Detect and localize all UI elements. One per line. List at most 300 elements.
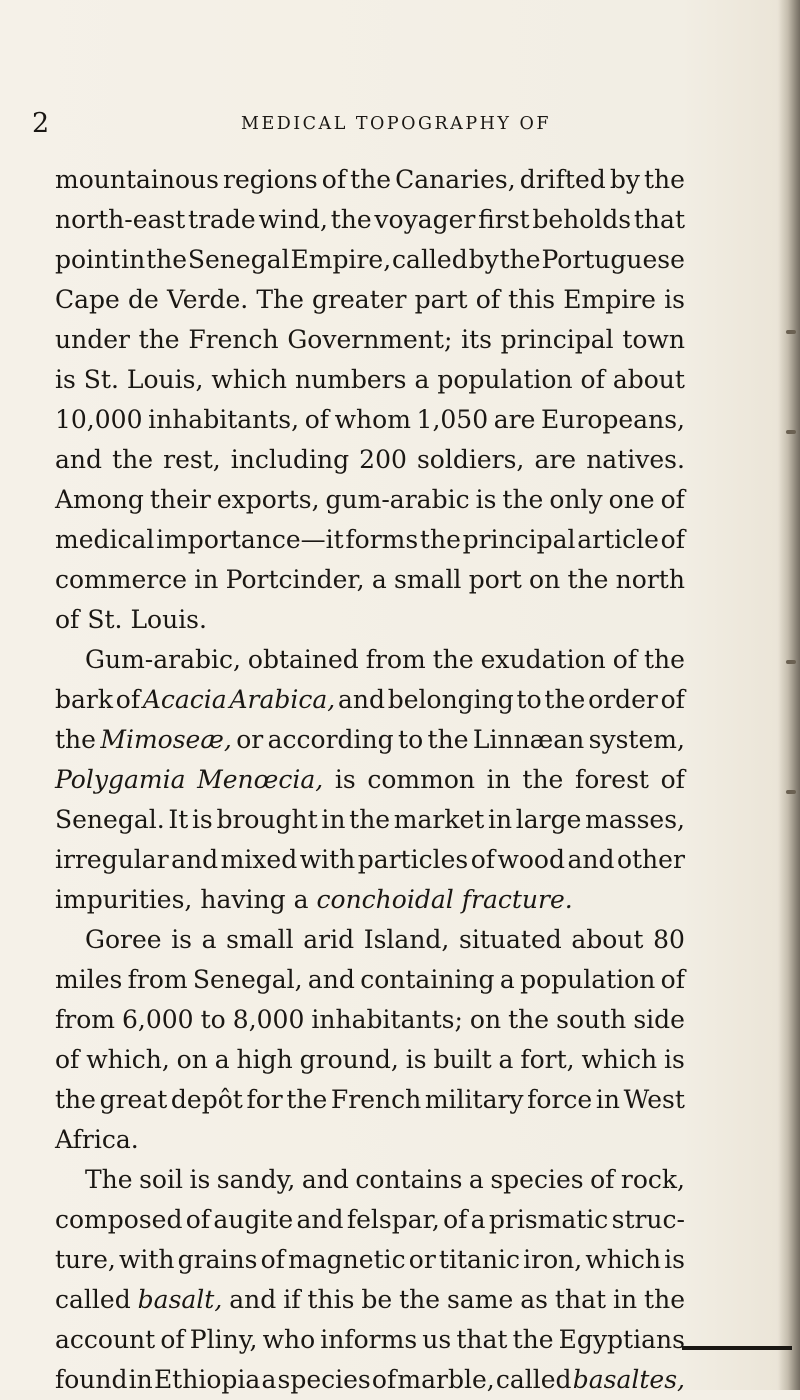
word: exudation bbox=[480, 645, 606, 674]
word: wood bbox=[497, 845, 565, 874]
word: augite bbox=[213, 1205, 294, 1234]
word: one bbox=[608, 485, 655, 514]
word: this bbox=[508, 285, 556, 314]
word: inhabitants, bbox=[148, 405, 300, 434]
text-line bbox=[55, 920, 685, 960]
word: Ethiopia bbox=[153, 1365, 261, 1394]
word: the bbox=[138, 325, 180, 354]
word: Government; bbox=[287, 325, 453, 354]
italic-word: Arabica, bbox=[229, 685, 336, 714]
text-line bbox=[55, 360, 685, 400]
word: Portuguese bbox=[541, 245, 685, 274]
word: the bbox=[502, 485, 544, 514]
word: their bbox=[149, 485, 211, 514]
word: market bbox=[393, 805, 485, 834]
word: in bbox=[488, 805, 513, 834]
word: depôt bbox=[170, 1085, 243, 1114]
word: is bbox=[55, 365, 76, 394]
word: from bbox=[127, 965, 188, 994]
word: a bbox=[498, 1045, 514, 1074]
word: the bbox=[286, 1085, 328, 1114]
word: which bbox=[581, 1045, 658, 1074]
word: forest bbox=[575, 765, 649, 794]
word: from bbox=[55, 1005, 115, 1034]
word: on bbox=[529, 565, 561, 594]
word: the bbox=[432, 645, 474, 674]
word: first bbox=[478, 205, 530, 234]
word: greater bbox=[312, 285, 407, 314]
word: contains bbox=[355, 1165, 463, 1194]
word: a bbox=[470, 1205, 486, 1234]
word: de bbox=[127, 285, 159, 314]
word: 8,000 bbox=[232, 1005, 305, 1034]
word: of bbox=[612, 645, 638, 674]
word: natives. bbox=[586, 445, 685, 474]
word: us bbox=[422, 1325, 452, 1354]
word: large bbox=[515, 805, 582, 834]
word: of bbox=[260, 1245, 285, 1274]
word: its bbox=[461, 325, 492, 354]
word: importance—it bbox=[156, 525, 344, 554]
italic-word: basalt, bbox=[137, 1285, 223, 1314]
word: which bbox=[585, 1245, 661, 1274]
word: of bbox=[115, 685, 141, 714]
word: Island, bbox=[363, 925, 450, 954]
word: is bbox=[191, 805, 213, 834]
word: other bbox=[616, 845, 685, 874]
word: Senegal bbox=[187, 245, 290, 274]
word: are bbox=[493, 405, 536, 434]
word: belonging bbox=[387, 685, 514, 714]
word: Cape bbox=[55, 285, 120, 314]
word: It bbox=[168, 805, 189, 834]
word: in bbox=[321, 805, 346, 834]
word: marble, bbox=[397, 1365, 495, 1394]
word: is bbox=[405, 1045, 427, 1074]
word: a bbox=[214, 1045, 230, 1074]
word: of bbox=[55, 605, 80, 634]
word: is bbox=[664, 1045, 685, 1074]
text-line bbox=[55, 520, 685, 560]
word: grains bbox=[177, 1245, 258, 1274]
word: and bbox=[296, 1205, 344, 1234]
word: 6,000 bbox=[122, 1005, 194, 1034]
word: forms bbox=[345, 525, 419, 554]
word: the bbox=[512, 1325, 554, 1354]
word: in bbox=[121, 245, 146, 274]
word: exports, bbox=[216, 485, 320, 514]
word: population bbox=[520, 965, 656, 994]
word: Among bbox=[55, 485, 144, 514]
word: part bbox=[414, 285, 468, 314]
text-line bbox=[55, 160, 685, 200]
word: account bbox=[55, 1325, 156, 1354]
word: miles bbox=[55, 965, 123, 994]
word: soil bbox=[139, 1165, 183, 1194]
word: the bbox=[399, 1285, 441, 1314]
word: species bbox=[490, 1165, 584, 1194]
edge-mark bbox=[786, 790, 796, 794]
word: particles bbox=[357, 845, 469, 874]
word: St. bbox=[87, 605, 123, 634]
word: north-east bbox=[55, 205, 186, 234]
text-line bbox=[55, 840, 685, 880]
word: a bbox=[201, 925, 217, 954]
word: Linnæan bbox=[472, 725, 585, 754]
word: Pliny, bbox=[189, 1325, 258, 1354]
text-line bbox=[55, 1080, 685, 1120]
word: Empire, bbox=[290, 245, 392, 274]
text-line bbox=[55, 720, 685, 760]
word: the bbox=[567, 565, 609, 594]
word: article bbox=[577, 525, 659, 554]
word: soldiers, bbox=[416, 445, 525, 474]
word: principal bbox=[462, 525, 576, 554]
word: a bbox=[293, 885, 309, 914]
word: ground, bbox=[299, 1045, 399, 1074]
word: as bbox=[520, 1285, 548, 1314]
word: which, bbox=[86, 1045, 170, 1074]
word: to bbox=[398, 725, 424, 754]
word: according bbox=[267, 725, 394, 754]
word: whom bbox=[334, 405, 411, 434]
word: or bbox=[408, 1245, 436, 1274]
text-line bbox=[55, 400, 685, 440]
text-line bbox=[55, 1320, 685, 1360]
word: south bbox=[556, 1005, 627, 1034]
word: a bbox=[499, 965, 515, 994]
word: that bbox=[554, 1285, 607, 1314]
word: and bbox=[337, 685, 385, 714]
text-line bbox=[55, 1240, 685, 1280]
italic-word: Polygamia bbox=[55, 765, 186, 794]
word: struc- bbox=[611, 1205, 685, 1234]
word: is bbox=[664, 285, 685, 314]
word: the bbox=[544, 685, 586, 714]
word: including bbox=[230, 445, 350, 474]
word: force bbox=[527, 1085, 593, 1114]
word: called bbox=[392, 245, 468, 274]
word: that bbox=[456, 1325, 508, 1354]
word: to bbox=[200, 1005, 226, 1034]
word: be bbox=[361, 1285, 393, 1314]
edge-mark bbox=[786, 430, 796, 434]
word: in bbox=[486, 765, 511, 794]
word: voyager bbox=[374, 205, 476, 234]
word: rest, bbox=[163, 445, 221, 474]
word: commerce bbox=[55, 565, 188, 594]
word: under bbox=[55, 325, 130, 354]
body-text bbox=[55, 160, 685, 1400]
word: a bbox=[468, 1165, 484, 1194]
word: Louis. bbox=[130, 605, 207, 634]
word: the bbox=[644, 645, 685, 674]
word: masses, bbox=[585, 805, 685, 834]
word: 1,050 bbox=[416, 405, 489, 434]
text-line bbox=[55, 800, 685, 840]
word: impurities, bbox=[55, 885, 193, 914]
edge-mark bbox=[786, 660, 796, 664]
word: that bbox=[633, 205, 685, 234]
word: the bbox=[643, 165, 685, 194]
page-header bbox=[32, 104, 712, 144]
word: is bbox=[664, 1245, 685, 1274]
word: only bbox=[549, 485, 603, 514]
word: system, bbox=[588, 725, 685, 754]
word: if bbox=[283, 1285, 301, 1314]
word: and bbox=[229, 1285, 277, 1314]
word: found bbox=[55, 1365, 128, 1394]
word: for bbox=[246, 1085, 283, 1114]
page-edge-bar bbox=[682, 1346, 792, 1350]
word: St. bbox=[83, 365, 119, 394]
word: which bbox=[211, 365, 287, 394]
word: and bbox=[55, 445, 103, 474]
word: or bbox=[236, 725, 264, 754]
word: of bbox=[304, 405, 330, 434]
word: containing bbox=[360, 965, 495, 994]
word: of bbox=[475, 285, 500, 314]
word: mixed bbox=[220, 845, 298, 874]
word: about bbox=[571, 925, 644, 954]
word: gum-arabic bbox=[325, 485, 470, 514]
word: the bbox=[419, 525, 461, 554]
word: felspar, bbox=[346, 1205, 440, 1234]
word: the bbox=[350, 165, 392, 194]
word: of bbox=[660, 765, 685, 794]
word: and bbox=[171, 845, 219, 874]
word: 80 bbox=[653, 925, 685, 954]
word: in bbox=[128, 1365, 153, 1394]
word: on bbox=[176, 1045, 208, 1074]
word: on bbox=[469, 1005, 502, 1034]
word: Africa. bbox=[55, 1125, 139, 1154]
word: the bbox=[146, 245, 188, 274]
italic-word: fracture. bbox=[461, 885, 573, 914]
word: of bbox=[660, 965, 685, 994]
word: north bbox=[615, 565, 685, 594]
word: Portcinder, bbox=[225, 565, 365, 594]
text-line bbox=[55, 240, 685, 280]
word: the bbox=[508, 1005, 550, 1034]
text-line bbox=[55, 760, 685, 800]
word: the bbox=[499, 245, 541, 274]
word: to bbox=[516, 685, 542, 714]
word: bark bbox=[55, 685, 114, 714]
word: this bbox=[307, 1285, 355, 1314]
text-line bbox=[55, 1160, 685, 1200]
word: inhabitants; bbox=[311, 1005, 463, 1034]
word: the bbox=[427, 725, 469, 754]
italic-word: basaltes, bbox=[572, 1365, 685, 1394]
word: titanic bbox=[438, 1245, 521, 1274]
text-line bbox=[55, 1120, 685, 1160]
word: of bbox=[660, 685, 685, 714]
word: informs bbox=[320, 1325, 418, 1354]
word: the bbox=[55, 1085, 96, 1114]
word: Europeans, bbox=[541, 405, 685, 434]
word: a bbox=[414, 365, 430, 394]
word: of bbox=[443, 1205, 468, 1234]
word: common bbox=[367, 765, 475, 794]
word: The bbox=[85, 1165, 133, 1194]
word: order bbox=[588, 685, 658, 714]
text-line bbox=[55, 640, 685, 680]
word: a bbox=[261, 1365, 277, 1394]
word: of bbox=[185, 1205, 211, 1234]
word: in bbox=[194, 565, 219, 594]
word: French bbox=[188, 325, 279, 354]
word: point bbox=[55, 245, 121, 274]
word: wind, bbox=[258, 205, 328, 234]
word: rock, bbox=[620, 1165, 685, 1194]
word: called bbox=[495, 1365, 572, 1394]
text-line bbox=[55, 1200, 685, 1240]
word: Egyptians bbox=[558, 1325, 685, 1354]
word: military bbox=[424, 1085, 524, 1114]
word: in bbox=[595, 1085, 620, 1114]
word: built bbox=[433, 1045, 492, 1074]
word: with bbox=[299, 845, 356, 874]
word: trade bbox=[188, 205, 256, 234]
text-line bbox=[55, 880, 685, 920]
word: West bbox=[623, 1085, 685, 1114]
word: of bbox=[660, 525, 685, 554]
word: of bbox=[590, 1165, 615, 1194]
word: with bbox=[118, 1245, 175, 1274]
word: prismatic bbox=[488, 1205, 609, 1234]
word: the bbox=[522, 765, 564, 794]
word: small bbox=[226, 925, 294, 954]
word: Senegal, bbox=[192, 965, 303, 994]
word: 10,000 bbox=[55, 405, 143, 434]
word: arid bbox=[303, 925, 355, 954]
word: by bbox=[468, 245, 499, 274]
text-line bbox=[55, 1360, 685, 1400]
word: magnetic bbox=[288, 1245, 406, 1274]
word: species bbox=[277, 1365, 371, 1394]
word: beholds bbox=[532, 205, 632, 234]
word: of bbox=[321, 165, 347, 194]
word: the bbox=[55, 725, 96, 754]
word: Canaries, bbox=[395, 165, 516, 194]
word: of bbox=[580, 365, 605, 394]
italic-word: Mimoseæ, bbox=[100, 725, 232, 754]
word: who bbox=[262, 1325, 316, 1354]
word: and bbox=[307, 965, 355, 994]
word: iron, bbox=[523, 1245, 583, 1274]
word: of bbox=[371, 1365, 397, 1394]
word: about bbox=[612, 365, 685, 394]
text-line bbox=[55, 280, 685, 320]
word: Goree bbox=[85, 925, 162, 954]
word: medical bbox=[55, 525, 155, 554]
text-line bbox=[55, 1280, 685, 1320]
word: side bbox=[633, 1005, 685, 1034]
word: is bbox=[475, 485, 497, 514]
word: by bbox=[609, 165, 640, 194]
word: town bbox=[622, 325, 685, 354]
word: sandy, bbox=[216, 1165, 296, 1194]
word: regions bbox=[223, 165, 318, 194]
word: French bbox=[330, 1085, 422, 1114]
word: of bbox=[55, 1045, 80, 1074]
word: and bbox=[567, 845, 615, 874]
text-line bbox=[55, 440, 685, 480]
word: Empire bbox=[563, 285, 656, 314]
word: port bbox=[468, 565, 522, 594]
word: numbers bbox=[294, 365, 407, 394]
word: situated bbox=[459, 925, 562, 954]
word: are bbox=[534, 445, 577, 474]
word: is bbox=[171, 925, 193, 954]
word: principal bbox=[500, 325, 614, 354]
word: a bbox=[371, 565, 387, 594]
word: of bbox=[160, 1325, 185, 1354]
word: and bbox=[301, 1165, 349, 1194]
text-line bbox=[55, 1000, 685, 1040]
text-line bbox=[55, 200, 685, 240]
word: Louis, bbox=[126, 365, 204, 394]
word: having bbox=[200, 885, 286, 914]
word: drifted bbox=[519, 165, 606, 194]
running-head: MEDICAL TOPOGRAPHY OF bbox=[241, 114, 551, 134]
text-line bbox=[55, 320, 685, 360]
text-line bbox=[55, 1040, 685, 1080]
word: called bbox=[55, 1285, 131, 1314]
text-line bbox=[55, 600, 685, 640]
word: mountainous bbox=[55, 165, 219, 194]
page-binding-edge bbox=[778, 0, 800, 1390]
word: composed bbox=[55, 1205, 183, 1234]
word: in bbox=[612, 1285, 638, 1314]
word: the bbox=[349, 805, 391, 834]
word: high bbox=[236, 1045, 293, 1074]
edge-mark bbox=[786, 330, 796, 334]
word: great bbox=[99, 1085, 168, 1114]
word: same bbox=[447, 1285, 514, 1314]
italic-word: conchoidal bbox=[316, 885, 454, 914]
word: population bbox=[437, 365, 573, 394]
word: small bbox=[394, 565, 462, 594]
word: Senegal. bbox=[55, 805, 165, 834]
word: Verde. bbox=[166, 285, 249, 314]
word: is bbox=[189, 1165, 211, 1194]
word: Gum-arabic, bbox=[85, 645, 241, 674]
text-line bbox=[55, 560, 685, 600]
word: fort, bbox=[520, 1045, 575, 1074]
word: the bbox=[644, 1285, 685, 1314]
word: of bbox=[470, 845, 496, 874]
text-line bbox=[55, 960, 685, 1000]
word: is bbox=[334, 765, 356, 794]
word: the bbox=[112, 445, 154, 474]
word: irregular bbox=[55, 845, 169, 874]
text-line bbox=[55, 680, 685, 720]
page-number: 2 bbox=[32, 108, 50, 139]
word: ture, bbox=[55, 1245, 116, 1274]
word: The bbox=[256, 285, 304, 314]
word: of bbox=[660, 485, 685, 514]
italic-word: Acacia bbox=[142, 685, 227, 714]
word: from bbox=[365, 645, 426, 674]
word: brought bbox=[216, 805, 318, 834]
text-line bbox=[55, 480, 685, 520]
word: the bbox=[330, 205, 372, 234]
word: 200 bbox=[359, 445, 407, 474]
italic-word: Menœcia, bbox=[197, 765, 324, 794]
word: obtained bbox=[247, 645, 359, 674]
